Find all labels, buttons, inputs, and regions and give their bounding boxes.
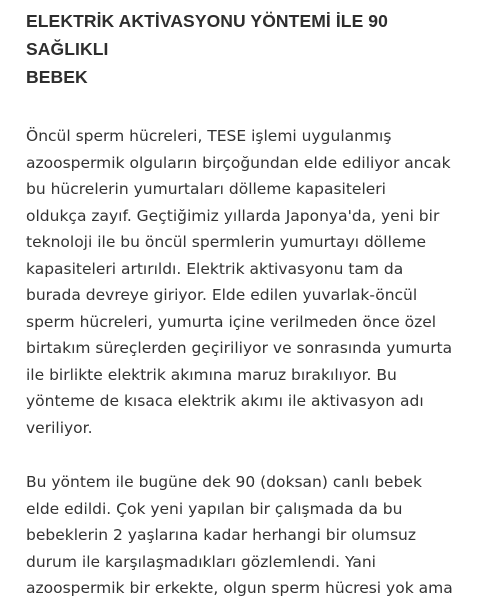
text-line: teknoloji ile bu öncül spermlerin yumurtayı dölleme: [26, 233, 427, 251]
text-line: Öncül sperm hücreleri, TESE işlemi uygulanmış: [26, 127, 392, 145]
article-title: [26, 0, 474, 91]
text-line: durum ile karşılaşmadıkları gözlemlendi. Yani: [26, 552, 376, 571]
text-line: sperm hücreleri, yumurta içine verilmeden önce özel: [26, 312, 437, 331]
paragraph: [26, 123, 474, 441]
text-line: Bu yöntem ile bugüne dek 90 (doksan) canlı bebek: [26, 473, 422, 491]
text-line: veriliyor.: [26, 418, 93, 437]
text-line: ile birlikte elektrik akımına maruz bırakılıyor. Bu: [26, 365, 397, 384]
text-line: birtakım süreçlerden geçiriliyor ve sonrasında yumurta: [26, 339, 453, 357]
title-line: BEBEK: [26, 67, 88, 87]
text-line: elde edildi. Çok yeni yapılan bir çalışmada da bu: [26, 499, 403, 518]
title-line: ELEKTRİK AKTİVASYONU YÖNTEMİ İLE 90 SAĞLIKLI: [26, 11, 388, 59]
article: [26, 0, 474, 602]
text-line: azoospermik olguların birçoğundan elde ediliyor ancak: [26, 153, 451, 172]
text-line: azoospermik bir erkekte, olgun sperm hücresi yok ama: [26, 579, 453, 597]
text-line: bu hücrelerin yumurtaları dölleme kapasiteleri: [26, 180, 386, 198]
text-line: burada devreye giriyor. Elde edilen yuvarlak-öncül: [26, 286, 418, 304]
text-line: yönteme de kısaca elektrik akımı ile aktivasyon adı: [26, 392, 424, 410]
text-line: bebeklerin 2 yaşlarına kadar herhangi bir olumsuz: [26, 526, 416, 544]
text-line: kapasiteleri artırıldı. Elektrik aktivasyonu tam da: [26, 259, 404, 278]
text-line: oldukça zayıf. Geçtiğimiz yıllarda Japonya'da, yeni bir: [26, 206, 440, 225]
paragraph: [26, 469, 474, 602]
